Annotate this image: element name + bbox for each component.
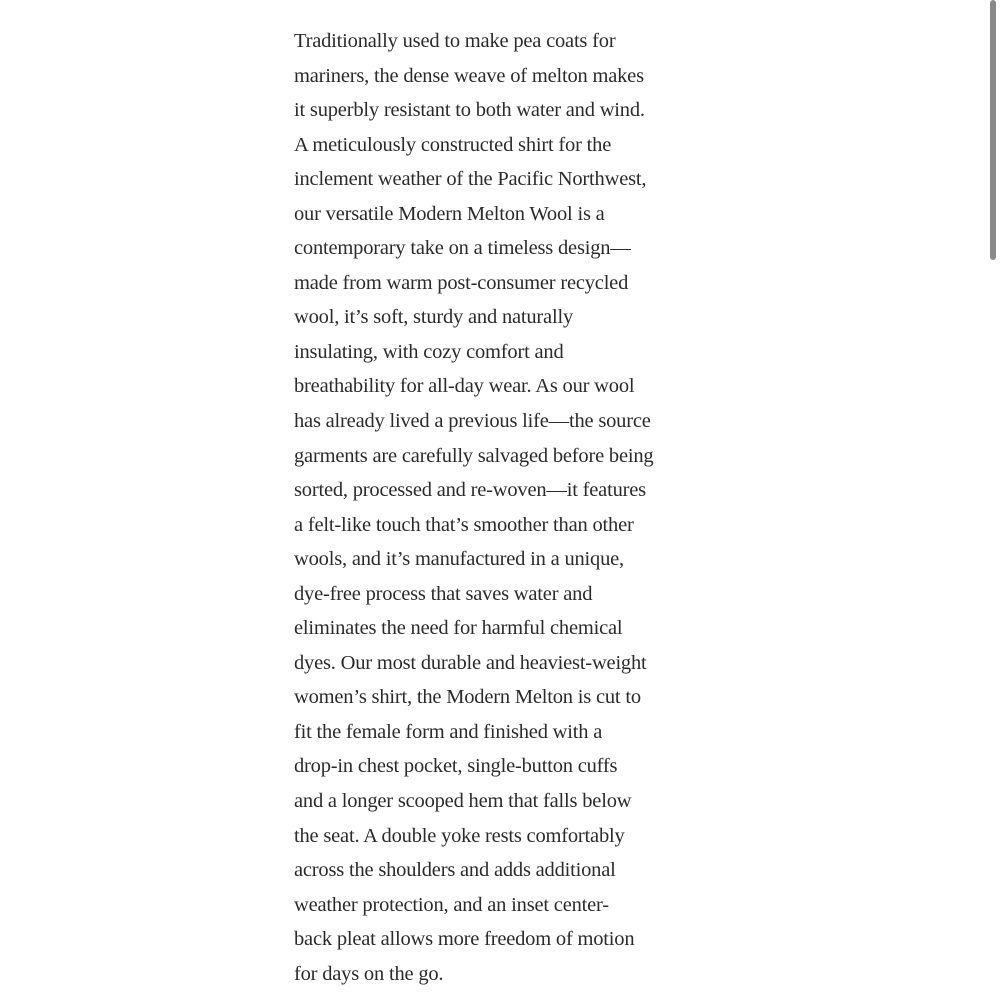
- description-line: breathability for all-day wear. As our wool: [294, 375, 635, 398]
- description-line: fit the female form and finished with a: [294, 720, 603, 743]
- description-line: across the shoulders and adds additional: [294, 859, 616, 882]
- description-line: our versatile Modern Melton Wool is a: [294, 202, 605, 225]
- description-line: A meticulously constructed shirt for the: [294, 133, 612, 156]
- description-line: a felt-like touch that’s smoother than other: [294, 513, 634, 536]
- description-line: mariners, the dense weave of melton makes: [294, 64, 644, 87]
- description-line: women’s shirt, the Modern Melton is cut to: [294, 686, 641, 709]
- description-line: the seat. A double yoke rests comfortably: [294, 824, 625, 847]
- description-line: dye-free process that saves water and: [294, 582, 593, 605]
- vertical-scrollbar[interactable]: [986, 0, 1000, 1000]
- description-line: it superbly resistant to both water and wind.: [294, 99, 645, 122]
- description-line: wools, and it’s manufactured in a unique,: [294, 548, 624, 571]
- description-line: eliminates the need for harmful chemical: [294, 617, 623, 640]
- description-line: drop-in chest pocket, single-button cuffs: [294, 755, 618, 778]
- description-line: Traditionally used to make pea coats for: [294, 30, 616, 52]
- scrollbar-thumb[interactable]: [990, 0, 996, 260]
- description-line: has already lived a previous life—the source: [294, 410, 651, 433]
- description-line: insulating, with cozy comfort and: [294, 340, 564, 363]
- description-line: weather protection, and an inset center-: [294, 893, 609, 916]
- description-line: sorted, processed and re-woven—it features: [294, 479, 646, 502]
- description-line: dyes. Our most durable and heaviest-weight: [294, 651, 647, 674]
- description-line: and a longer scooped hem that falls below: [294, 790, 632, 813]
- description-line: garments are carefully salvaged before being: [294, 444, 654, 467]
- product-description: [294, 24, 714, 991]
- description-line: contemporary take on a timeless design—: [294, 237, 631, 260]
- description-line: back pleat allows more freedom of motion: [294, 928, 635, 951]
- description-line: wool, it’s soft, sturdy and naturally: [294, 306, 573, 329]
- description-line: made from warm post-consumer recycled: [294, 271, 629, 294]
- description-line: inclement weather of the Pacific Northwest,: [294, 168, 647, 191]
- description-line: for days on the go.: [294, 962, 444, 985]
